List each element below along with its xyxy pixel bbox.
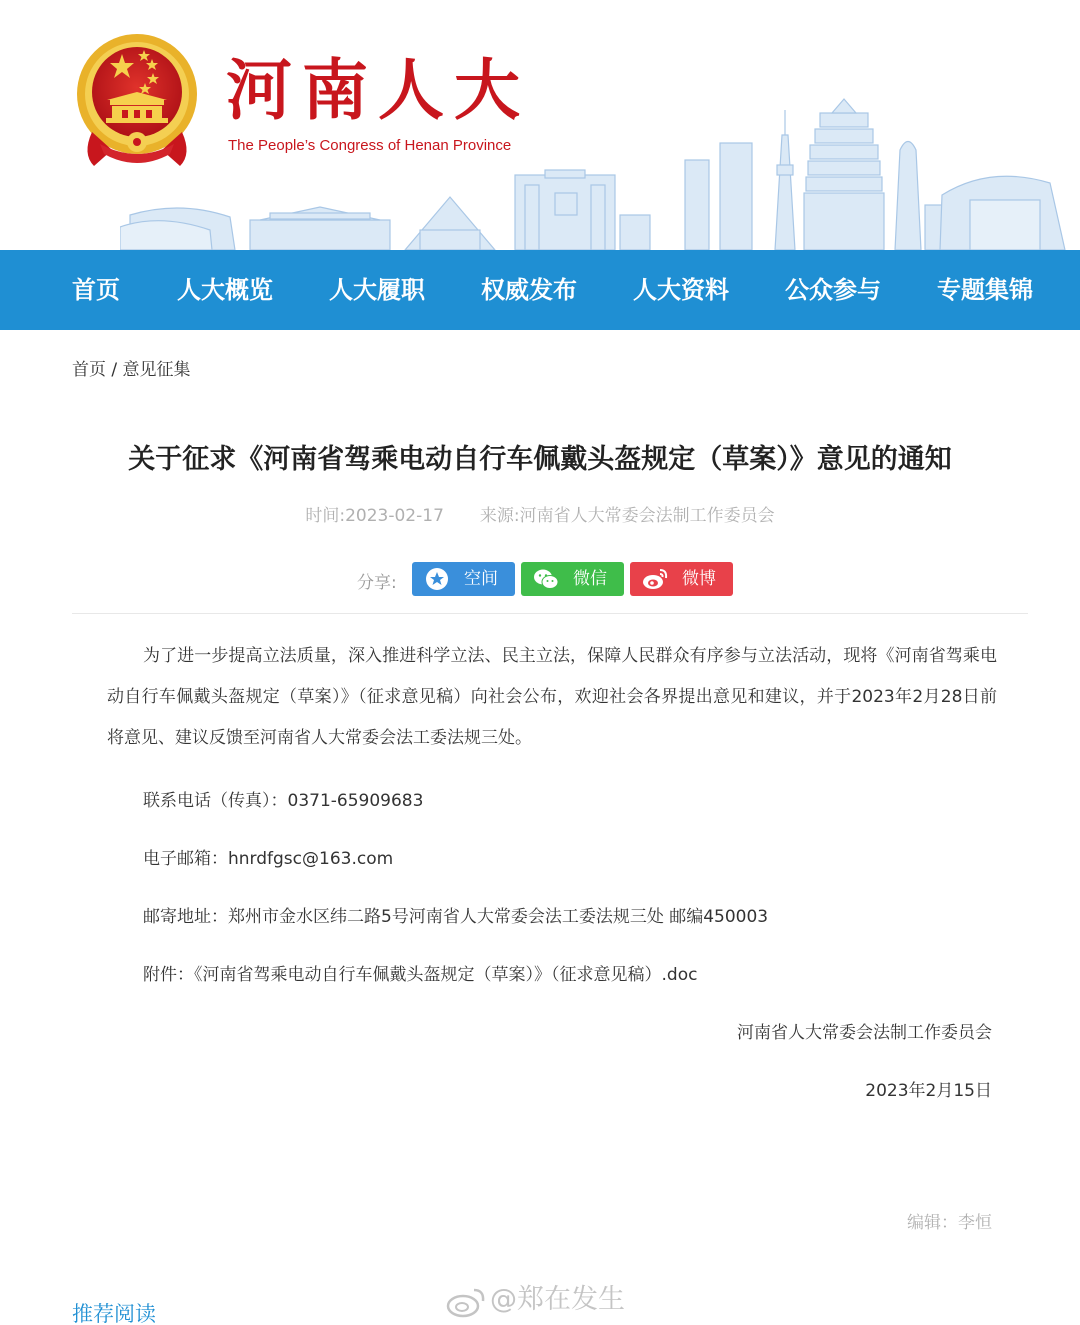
source-value: 河南省人大常委会法制工作委员会 (519, 506, 775, 526)
contact-phone: 联系电话（传真）：0371-65909683 (143, 791, 424, 811)
nav-item-releases[interactable]: 权威发布 (481, 276, 577, 304)
nav-item-topics[interactable]: 专题集锦 (937, 276, 1033, 304)
breadcrumb-separator: / (106, 360, 123, 380)
share-weibo-button[interactable] (630, 562, 733, 596)
share-wechat-label: 微信 (573, 569, 607, 589)
source-label: 来源: (479, 506, 520, 526)
wechat-icon (533, 567, 559, 591)
share-weibo-label: 微博 (682, 569, 716, 589)
site-subtitle: The People’s Congress of Henan Province (228, 137, 512, 154)
city-skyline-banner (120, 95, 1080, 250)
signature-date: 2023年2月15日 (865, 1081, 992, 1101)
contact-email: 电子邮箱：hnrdfgsc@163.com (143, 849, 394, 869)
nav-item-materials[interactable]: 人大资料 (633, 276, 729, 304)
time-value: 2023-02-17 (345, 506, 444, 526)
recommended-reading-heading[interactable]: 推荐阅读 (72, 1302, 156, 1325)
share-label: 分享: (357, 573, 397, 593)
article-paragraph: 为了进一步提高立法质量，深入推进科学立法、民主立法，保障人民群众有序参与立法活动，现将《河南省驾乘电动自行车佩戴头盔规定（草案）》（征求意见稿）向社会公布，欢迎社会各界提出意见和建议，并于2023年2月28日前将意见、建议反馈至河南省人大常委会法工委法规三处。 (107, 646, 997, 748)
breadcrumb-current[interactable]: 意见征集 (122, 360, 191, 380)
attachment-line (143, 960, 697, 985)
site-header (0, 0, 1080, 250)
share-qzone-label: 空间 (464, 569, 498, 589)
main-nav (0, 250, 1080, 330)
content-divider (72, 613, 1028, 614)
breadcrumb-home[interactable]: 首页 (72, 360, 106, 380)
attachment-link[interactable]: 《河南省驾乘电动自行车佩戴头盔规定（草案）》（征求意见稿）.doc (194, 965, 698, 985)
time-label: 时间: (305, 506, 346, 526)
weibo-icon (642, 567, 668, 591)
article-title: 关于征求《河南省驾乘电动自行车佩戴头盔规定（草案）》意见的通知 (128, 444, 952, 475)
article-meta (0, 501, 1080, 526)
breadcrumb (72, 355, 191, 380)
signature: 河南省人大常委会法制工作委员会 (737, 1023, 992, 1043)
nav-item-home[interactable]: 首页 (72, 276, 120, 304)
nav-item-public[interactable]: 公众参与 (785, 276, 881, 304)
qzone-star-icon (424, 567, 450, 591)
nav-item-duties[interactable]: 人大履职 (329, 276, 425, 304)
share-qzone-button[interactable] (412, 562, 515, 596)
weibo-watermark-icon (446, 1286, 486, 1318)
watermark-text: @郑在发生 (490, 1284, 625, 1315)
site-title: 河南人大 (226, 51, 530, 129)
nav-item-overview[interactable]: 人大概览 (177, 276, 273, 304)
share-wechat-button[interactable] (521, 562, 624, 596)
mailing-address: 邮寄地址：郑州市金水区纬二路5号河南省人大常委会法工委法规三处 邮编450003 (143, 907, 769, 927)
editor-credit: 编辑：李恒 (907, 1213, 992, 1233)
attachment-label: 附件： (143, 965, 194, 985)
